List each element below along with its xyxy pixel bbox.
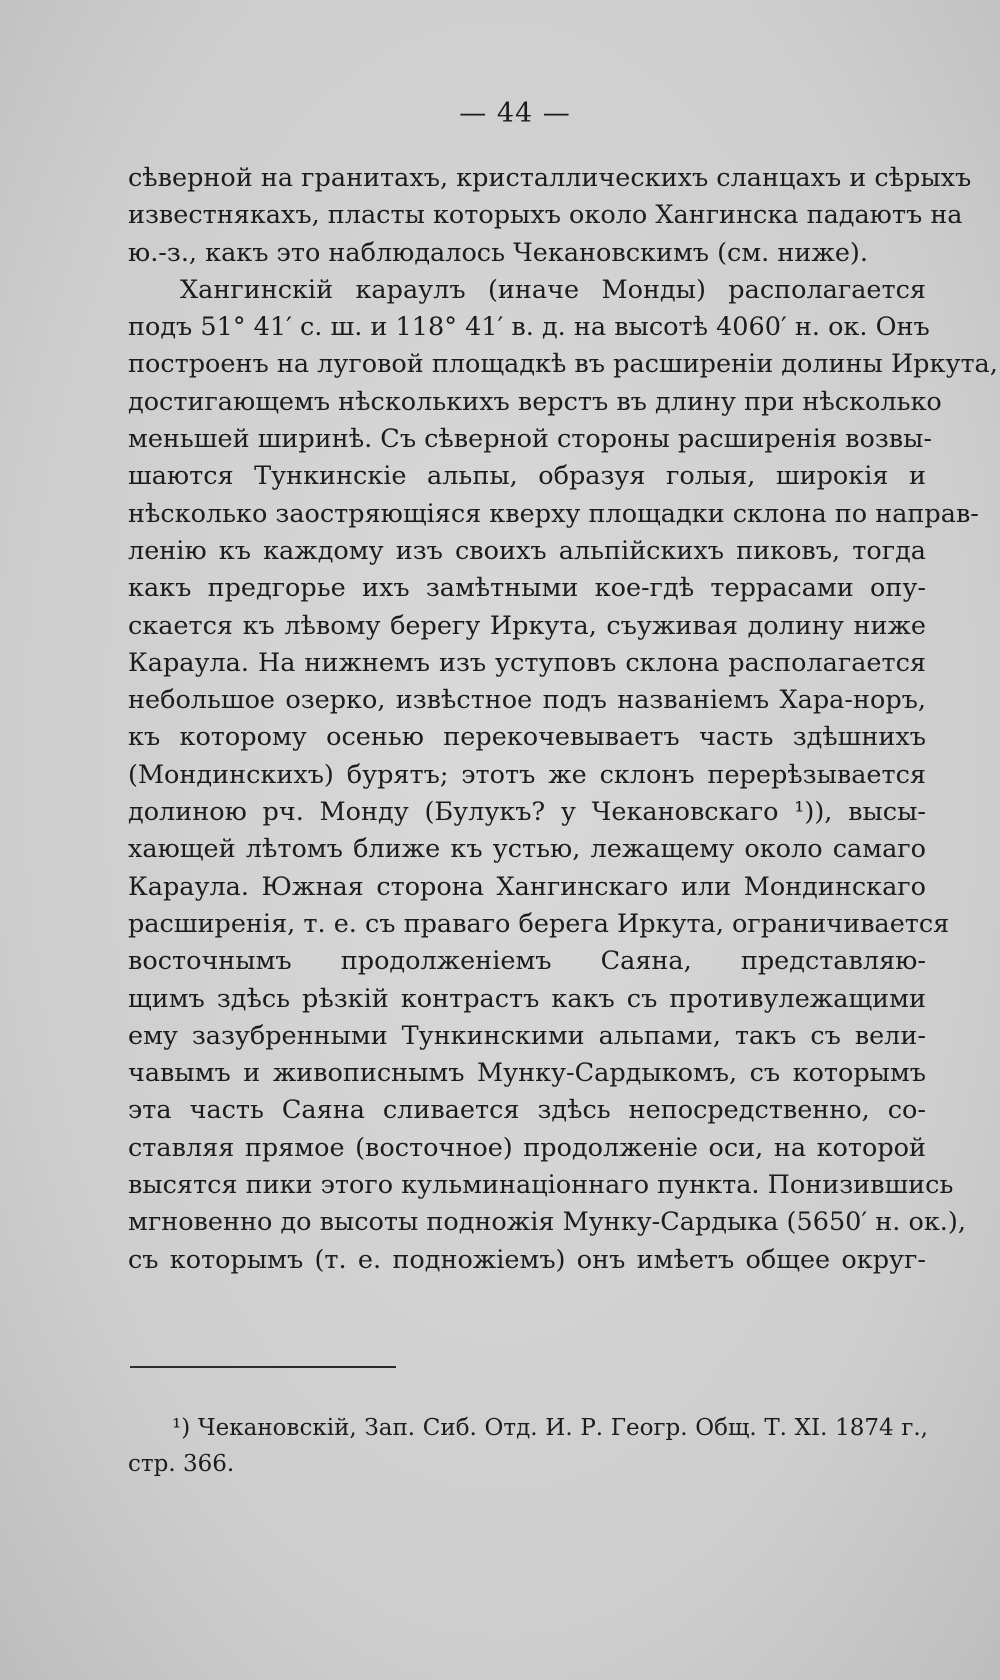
text-line: небольшое озерко, извѣстное подъ названіемъ Хара-норъ, bbox=[128, 685, 926, 716]
text-line: хающей лѣтомъ ближе къ устью, лежащему около самаго bbox=[128, 834, 926, 865]
text-line: меньшей ширинѣ. Съ сѣверной стороны расширенія возвы- bbox=[128, 424, 932, 455]
text-line: Караула. На нижнемъ изъ уступовъ склона располагается bbox=[128, 647, 926, 678]
text-line: долиною рч. Монду (Булукъ? у Чекановскаго ¹)), высы- bbox=[128, 797, 926, 828]
text-line: высятся пики этого кульминаціоннаго пункта. Понизившись bbox=[128, 1170, 954, 1201]
footnote-divider bbox=[130, 1366, 396, 1368]
text-line: достигающемъ нѣсколькихъ верстъ въ длину при нѣсколько bbox=[128, 386, 942, 417]
text-line: къ которому осенью перекочевываетъ часть здѣшнихъ bbox=[128, 722, 926, 753]
text-line: подъ 51° 41′ с. ш. и 118° 41′ в. д. на высотѣ 4060′ н. ок. Онъ bbox=[128, 312, 930, 343]
footnote-line: ¹) Чекановскій, Зап. Сиб. Отд. И. Р. Геогр. Общ. Т. XI. 1874 г., bbox=[172, 1415, 928, 1441]
main-text bbox=[128, 160, 998, 1279]
text-line: построенъ на луговой площадкѣ въ расширеніи долины Иркута, bbox=[128, 349, 998, 380]
text-line: ставляя прямое (восточное) продолженіе оси, на которой bbox=[128, 1132, 926, 1163]
page-number: — 44 — bbox=[459, 98, 571, 129]
text-line: расширенія, т. е. съ праваго берега Иркута, ограничивается bbox=[128, 908, 950, 939]
text-line: щимъ здѣсь рѣзкій контрастъ какъ съ противулежащими bbox=[128, 983, 926, 1014]
footnote bbox=[128, 1410, 928, 1482]
footnote-line: стр. 366. bbox=[128, 1451, 235, 1477]
text-line: эта часть Саяна сливается здѣсь непосредственно, со- bbox=[128, 1095, 926, 1126]
text-line: скается къ лѣвому берегу Иркута, съуживая долину ниже bbox=[128, 610, 926, 641]
text-line: ю.-з., какъ это наблюдалось Чекановскимъ (см. ниже). bbox=[128, 237, 868, 268]
text-line: сѣверной на гранитахъ, кристаллическихъ сланцахъ и сѣрыхъ bbox=[128, 163, 972, 193]
text-line: съ которымъ (т. е. подножіемъ) онъ имѣетъ общее округ- bbox=[128, 1244, 926, 1275]
text-line: мгновенно до высоты подножія Мунку-Сардыка (5650′ н. ок.), bbox=[128, 1207, 966, 1238]
text-line: (Мондинскихъ) бурятъ; этотъ же склонъ перерѣзывается bbox=[128, 759, 926, 790]
text-line: чавымъ и живописнымъ Мунку-Сардыкомъ, съ которымъ bbox=[128, 1058, 926, 1089]
text-line: восточнымъ продолженіемъ Саяна, представляю- bbox=[128, 946, 926, 977]
text-line: нѣсколько заостряющіяся кверху площадки склона по направ- bbox=[128, 498, 979, 529]
text-line: Хангинскій караулъ (иначе Монды) располагается bbox=[180, 274, 926, 305]
text-line: ему зазубренными Тункинскими альпами, такъ съ вели- bbox=[128, 1020, 926, 1051]
text-line: шаются Тункинскіе альпы, образуя голыя, широкія и bbox=[128, 461, 926, 492]
text-line: Караула. Южная сторона Хангинскаго или Мондинскаго bbox=[128, 871, 926, 902]
text-line: какъ предгорье ихъ замѣтными кое-гдѣ террасами опу- bbox=[128, 573, 926, 604]
text-line: известнякахъ, пласты которыхъ около Хангинска падаютъ на bbox=[128, 200, 963, 231]
text-line: ленію къ каждому изъ своихъ альпійскихъ пиковъ, тогда bbox=[128, 535, 926, 566]
